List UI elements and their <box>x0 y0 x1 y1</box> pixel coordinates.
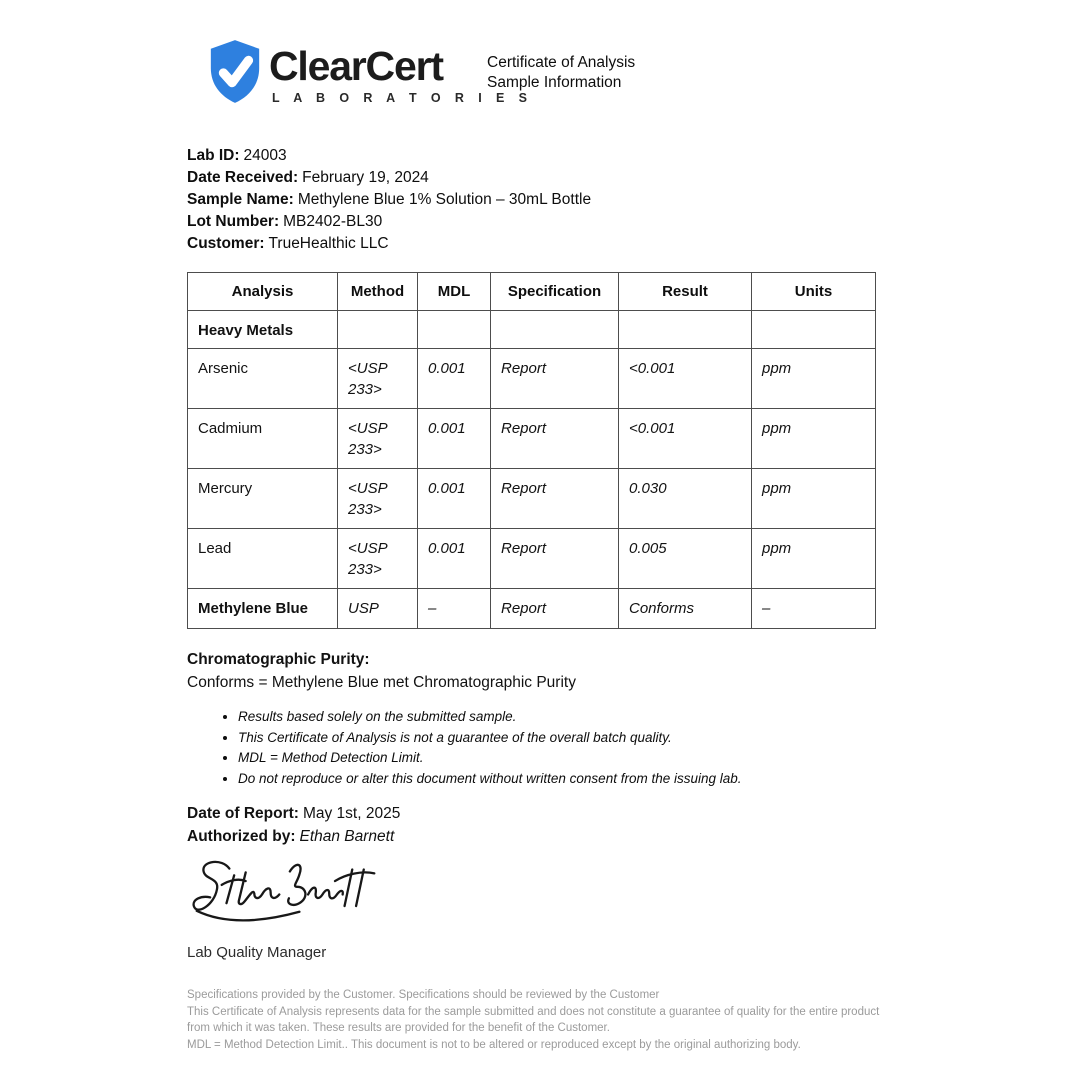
authorized-by-label: Authorized by: <box>187 827 296 845</box>
table-cell: Heavy Metals <box>188 311 338 349</box>
header-analysis: Analysis <box>188 273 338 311</box>
header-mdl: MDL <box>418 273 491 311</box>
table-cell: <0.001 <box>619 409 752 469</box>
date-received-line <box>187 167 591 189</box>
customer-label: Customer: <box>187 235 265 252</box>
date-of-report-label: Date of Report: <box>187 805 299 822</box>
table-cell: Report <box>491 529 619 589</box>
disclaimer-line: MDL = Method Detection Limit.. This document is not to be altered or reproduced except by the original authorizing body. <box>187 1038 801 1051</box>
header-specification: Specification <box>491 273 619 311</box>
disclaimer-line: This Certificate of Analysis represents data for the sample submitted and does not constitute a guarantee of quality for the entire product from which it was taken. These results are provided for the benefit of the Customer. <box>187 1005 880 1034</box>
table-cell: 0.001 <box>418 349 491 409</box>
table-cell <box>491 311 619 349</box>
note-item: • Results based solely on the submitted sample. <box>238 710 742 724</box>
table-cell: 0.001 <box>418 469 491 529</box>
table-cell: ppm <box>752 349 876 409</box>
brand-name: ClearCert <box>269 43 443 89</box>
table-cell: 0.030 <box>619 469 752 529</box>
date-of-report-value: May 1st, 2025 <box>302 805 401 822</box>
brand-tagline: L A B O R A T O R I E S <box>272 91 533 105</box>
table-cell: Report <box>491 349 619 409</box>
table-row-heavy-metals <box>188 311 876 349</box>
lab-id-line <box>187 145 591 167</box>
table-row-methylene-blue <box>188 589 876 629</box>
table-cell: USP <box>338 589 418 629</box>
note-item: • MDL = Method Detection Limit. <box>238 751 742 765</box>
table-cell <box>752 311 876 349</box>
table-cell: ppm <box>752 529 876 589</box>
table-cell: Methylene Blue <box>188 589 338 629</box>
analysis-table <box>187 272 876 629</box>
table-row-cadmium <box>188 409 876 469</box>
table-cell <box>418 311 491 349</box>
table-header-row <box>188 273 876 311</box>
signer-title: Lab Quality Manager <box>187 944 327 961</box>
lot-number-label: Lot Number: <box>187 213 280 230</box>
brand-header <box>206 38 532 106</box>
customer-line <box>187 233 591 255</box>
purity-text: Conforms = Methylene Blue met Chromatographic Purity <box>187 674 576 691</box>
table-cell: Report <box>491 469 619 529</box>
table-cell: 0.001 <box>418 409 491 469</box>
table-cell: <USP 233> <box>338 469 418 529</box>
date-of-report-line <box>187 803 400 826</box>
table-cell: Arsenic <box>188 349 338 409</box>
lot-number-value: MB2402-BL30 <box>283 213 383 230</box>
lab-id-label: Lab ID: <box>187 147 240 164</box>
table-cell: 0.001 <box>418 529 491 589</box>
sample-name-line <box>187 189 591 211</box>
purity-heading: Chromatographic Purity: <box>187 651 370 668</box>
table-cell: – <box>752 589 876 629</box>
header-result: Result <box>619 273 752 311</box>
table-cell: Mercury <box>188 469 338 529</box>
disclaimer-line: Specifications provided by the Customer. Specifications should be reviewed by the Customer <box>187 989 660 1001</box>
table-cell: Conforms <box>619 589 752 629</box>
table-cell: <0.001 <box>619 349 752 409</box>
lab-id-value: 24003 <box>243 147 287 164</box>
chromatographic-purity-block <box>187 648 576 694</box>
shield-check-icon <box>206 38 264 106</box>
date-received-label: Date Received: <box>187 169 299 186</box>
customer-value: TrueHealthic LLC <box>268 235 389 252</box>
date-received-value: February 19, 2024 <box>302 169 429 186</box>
table-row-mercury <box>188 469 876 529</box>
signature-image <box>190 856 382 930</box>
note-item: • This Certificate of Analysis is not a guarantee of the overall batch quality. <box>238 731 742 745</box>
authorized-by-line <box>187 826 400 849</box>
table-cell: – <box>418 589 491 629</box>
note-item: • Do not reproduce or alter this document without written consent from the issuing lab. <box>238 772 742 786</box>
table-cell: Report <box>491 409 619 469</box>
disclaimer-block <box>187 987 881 1053</box>
table-cell <box>338 311 418 349</box>
header-units: Units <box>752 273 876 311</box>
lot-number-line <box>187 211 591 233</box>
table-cell: <USP 233> <box>338 349 418 409</box>
notes-list <box>222 710 742 792</box>
table-row-lead <box>188 529 876 589</box>
table-cell: ppm <box>752 409 876 469</box>
document-title-line2: Sample Information <box>487 73 622 91</box>
table-cell: Lead <box>188 529 338 589</box>
authorized-by-value: Ethan Barnett <box>299 827 395 845</box>
sample-info-block <box>187 145 591 255</box>
table-cell: <USP 233> <box>338 409 418 469</box>
table-cell: 0.005 <box>619 529 752 589</box>
document-title <box>487 53 635 92</box>
table-cell: ppm <box>752 469 876 529</box>
table-cell: Report <box>491 589 619 629</box>
header-method: Method <box>338 273 418 311</box>
table-row-arsenic <box>188 349 876 409</box>
sample-name-value: Methylene Blue 1% Solution – 30mL Bottle <box>297 191 592 208</box>
table-cell: Cadmium <box>188 409 338 469</box>
sample-name-label: Sample Name: <box>187 191 294 208</box>
document-title-line1: Certificate of Analysis <box>487 54 636 71</box>
table-cell: <USP 233> <box>338 529 418 589</box>
report-meta-block <box>187 803 400 848</box>
table-cell <box>619 311 752 349</box>
